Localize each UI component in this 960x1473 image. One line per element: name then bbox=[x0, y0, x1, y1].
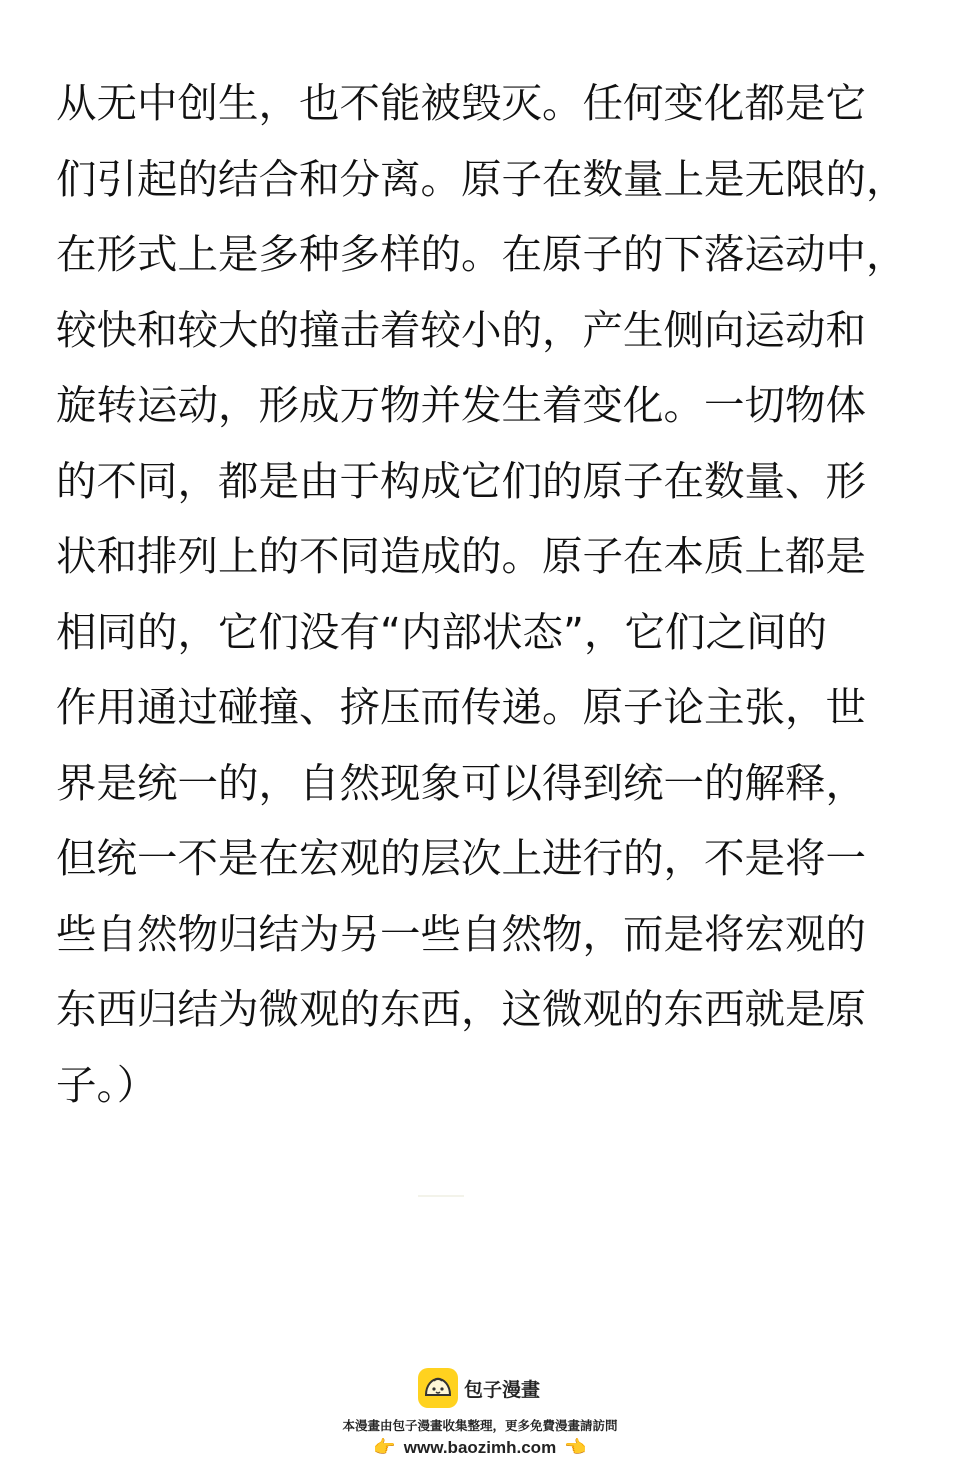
article-text bbox=[56, 66, 906, 1123]
text-line: 们引起的结合和分离。原子在数量上是无限的， bbox=[56, 154, 907, 203]
site-link[interactable]: www.baozimh.com bbox=[403, 1438, 557, 1457]
text-line: 在形式上是多种多样的。在原子的下落运动中， bbox=[56, 230, 907, 278]
text-line: 界是统一的，自然现象可以得到统一的解释， bbox=[56, 758, 866, 807]
bun-logo-icon bbox=[418, 1368, 458, 1408]
divider bbox=[418, 1195, 464, 1197]
text-line: 相同的，它们没有“内部状态”，它们之间的 bbox=[56, 607, 827, 656]
text-line: 作用通过碰撞、挤压而传递。原子论主张，世 bbox=[56, 683, 866, 731]
text-line: 东西归结为微观的东西，这微观的东西就是原 bbox=[56, 985, 866, 1033]
text-line: 状和排列上的不同造成的。原子在本质上都是 bbox=[56, 532, 866, 580]
text-line: 子。） bbox=[56, 1060, 158, 1109]
text-line: 但统一不是在宏观的层次上进行的，不是将一 bbox=[56, 834, 866, 882]
pointing-left-icon: 👈 bbox=[564, 1437, 587, 1458]
brand-name: 包子漫畫 bbox=[464, 1378, 541, 1401]
site-link-row bbox=[0, 1436, 960, 1460]
text-line: 的不同，都是由于构成它们的原子在数量、形 bbox=[56, 456, 866, 505]
site-footer bbox=[0, 1366, 960, 1473]
pointing-right-icon: 👉 bbox=[373, 1437, 396, 1458]
text-line: 些自然物归结为另一些自然物，而是将宏观的 bbox=[56, 909, 866, 958]
text-line: 较快和较大的撞击着较小的，产生侧向运动和 bbox=[56, 305, 866, 354]
footer-notice: 本漫畫由包子漫畫收集整理，更多免費漫畫請訪問 bbox=[342, 1418, 618, 1433]
brand-logo[interactable] bbox=[418, 1366, 540, 1410]
text-line: 从无中创生，也不能被毁灭。任何变化都是它 bbox=[56, 79, 866, 127]
text-line: 旋转运动，形成万物并发生着变化。一切物体 bbox=[56, 381, 866, 429]
